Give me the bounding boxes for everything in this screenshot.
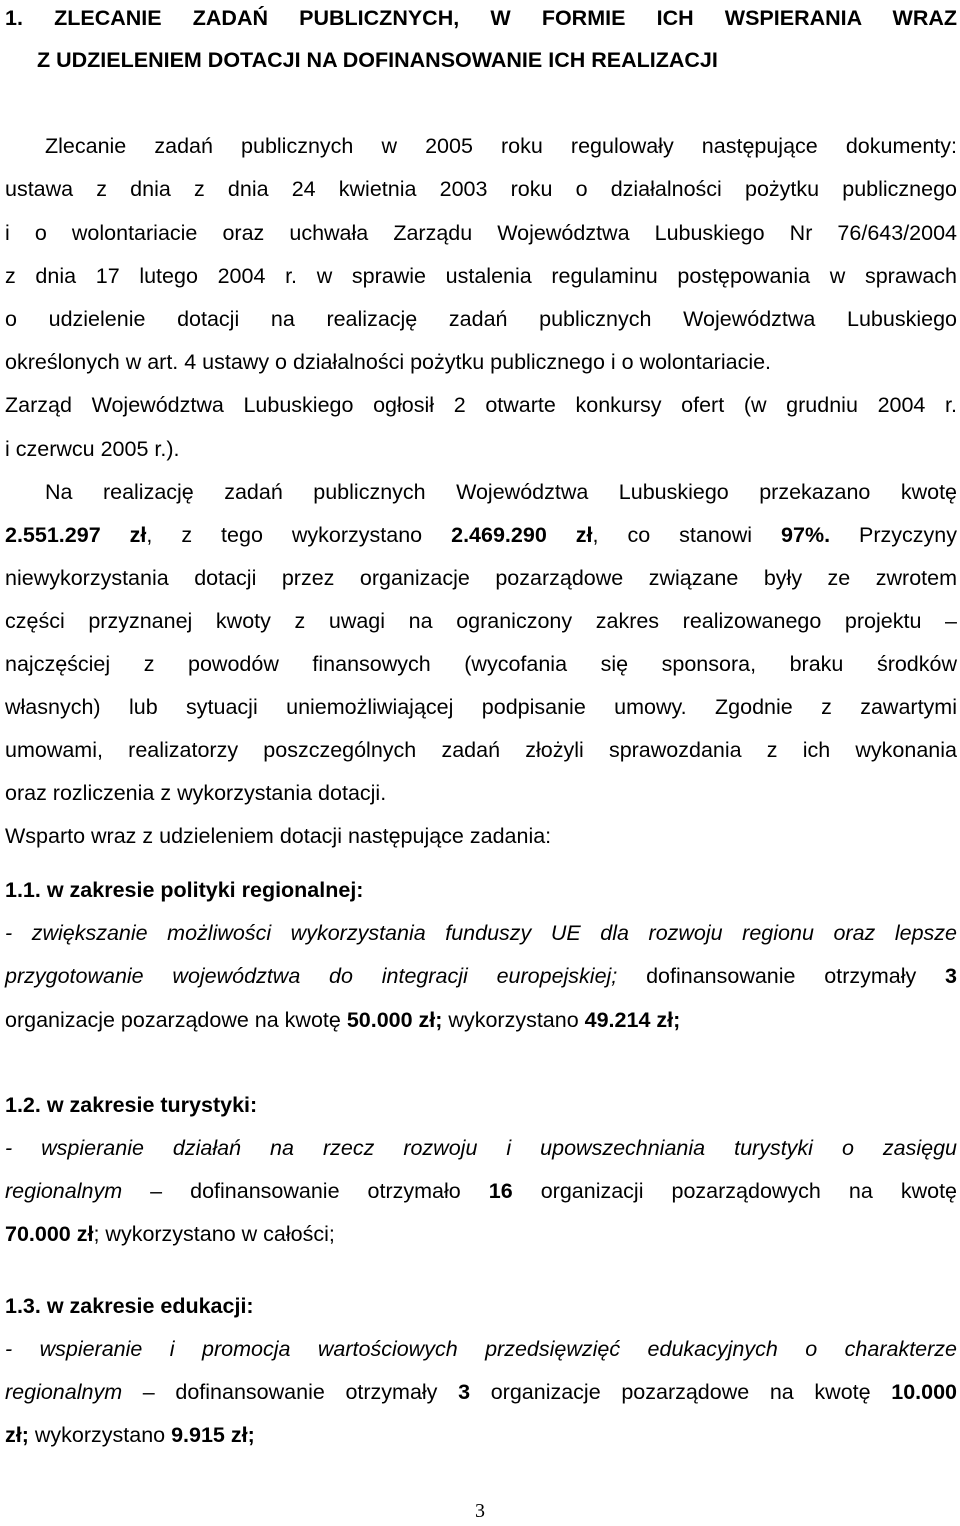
task-name: regionalnym	[5, 1380, 123, 1404]
funding-line-2	[5, 522, 957, 548]
funding-text: , z tego wykorzystano	[146, 523, 452, 547]
section-1-1-line-3	[5, 1007, 957, 1033]
section-1-3-line-3	[5, 1422, 957, 1448]
section-1-2-line-1: - wspieranie działań na rzecz rozwoju i upowszechniania turystyki o zasięgu	[5, 1136, 957, 1160]
org-count: 3	[458, 1380, 471, 1404]
page-number: 3	[475, 1500, 485, 1522]
section-text: wykorzystano	[442, 1008, 585, 1032]
intro-line-1: Zlecanie zadań publicznych w 2005 roku regulowały następujące dokumenty:	[45, 134, 957, 158]
section-1-1-line-1: - zwiększanie możliwości wykorzystania funduszy UE dla rozwoju regionu oraz lepsze	[5, 921, 957, 945]
section-text: organizacji pozarządowych na kwotę	[512, 1179, 957, 1203]
intro-line-2: ustawa z dnia z dnia 24 kwietnia 2003 roku o działalności pożytku publicznego	[5, 177, 957, 201]
section-text: – dofinansowanie otrzymało	[122, 1179, 489, 1203]
used-amount: 9.915 zł;	[171, 1423, 255, 1447]
intro-line-4: z dnia 17 lutego 2004 r. w sprawie ustalenia regulaminu postępowania w sprawach	[5, 264, 957, 288]
section-heading-1-1: 1.1. w zakresie polityki regionalnej:	[5, 878, 364, 902]
intro-line-6: określonych w art. 4 ustawy o działalności pożytku publicznego i o wolontariacie.	[5, 350, 772, 374]
granted-amount: 70.000 zł	[5, 1222, 94, 1246]
funding-line-5: najczęściej z powodów finansowych (wycofania się sponsora, braku środków	[5, 652, 957, 676]
org-count: 16	[488, 1179, 513, 1203]
funding-line-7: umowami, realizatorzy poszczególnych zadań złożyli sprawozdania z ich wykonania	[5, 738, 957, 762]
total-amount: 2.551.297 zł	[5, 523, 147, 547]
intro-line-3: i o wolontariacie oraz uchwała Zarządu Województwa Lubuskiego Nr 76/643/2004	[5, 221, 957, 245]
section-text: dofinansowanie otrzymały	[617, 964, 946, 988]
granted-amount-unit: zł;	[5, 1423, 29, 1447]
section-1-2-line-3	[5, 1221, 957, 1247]
intro-line-5: o udzielenie dotacji na realizację zadań publicznych Województwa Lubuskiego	[5, 307, 957, 331]
funding-line-4: części przyznanej kwoty z uwagi na ograniczony zakres realizowanego projektu –	[5, 609, 957, 633]
org-count: 3	[945, 964, 958, 988]
section-1-1-line-2	[5, 963, 957, 989]
section-text: ; wykorzystano w całości;	[93, 1222, 335, 1246]
used-amount: 49.214 zł;	[584, 1008, 681, 1032]
funding-text: , co stanowi	[592, 523, 782, 547]
funding-line-9: Wsparto wraz z udzieleniem dotacji następujące zadania:	[5, 824, 552, 848]
section-text: wykorzystano	[28, 1423, 172, 1447]
funding-text: Przyczyny	[830, 523, 957, 547]
section-heading-1-2: 1.2. w zakresie turystyki:	[5, 1093, 258, 1117]
section-1-3-line-2	[5, 1379, 957, 1405]
section-1-3-line-1: - wspieranie i promocja wartościowych przedsięwzięć edukacyjnych o charakterze	[5, 1337, 957, 1361]
used-amount: 2.469.290 zł	[451, 523, 593, 547]
chapter-heading-line-1: 1. ZLECANIE ZADAŃ PUBLICZNYCH, W FORMIE ICH WSPIERANIA WRAZ	[5, 6, 957, 30]
task-name: regionalnym	[5, 1179, 123, 1203]
section-text: organizacje pozarządowe na kwotę	[470, 1380, 892, 1404]
intro-line-7: Zarząd Województwa Lubuskiego ogłosił 2 otwarte konkursy ofert (w grudniu 2004 r.	[5, 393, 957, 417]
funding-line-6: własnych) lub sytuacji uniemożliwiającej podpisanie umowy. Zgodnie z zawartymi	[5, 695, 957, 719]
section-text: organizacje pozarządowe na kwotę	[5, 1008, 347, 1032]
chapter-heading-line-2: Z UDZIELENIEM DOTACJI NA DOFINANSOWANIE ICH REALIZACJI	[37, 48, 718, 72]
funding-line-8: oraz rozliczenia z wykorzystania dotacji.	[5, 781, 387, 805]
section-1-2-line-2	[5, 1178, 957, 1204]
granted-amount: 50.000 zł;	[346, 1008, 443, 1032]
funding-line-3: niewykorzystania dotacji przez organizacje pozarządowe związane były ze zwrotem	[5, 566, 957, 590]
funding-line-1: Na realizację zadań publicznych Województwa Lubuskiego przekazano kwotę	[45, 480, 957, 504]
granted-amount: 10.000	[891, 1380, 957, 1404]
section-heading-1-3: 1.3. w zakresie edukacji:	[5, 1294, 254, 1318]
task-name: przygotowanie województwa do integracji europejskiej;	[5, 964, 618, 988]
intro-line-8: i czerwcu 2005 r.).	[5, 437, 180, 461]
section-text: – dofinansowanie otrzymały	[122, 1380, 459, 1404]
usage-percent: 97%.	[781, 523, 831, 547]
